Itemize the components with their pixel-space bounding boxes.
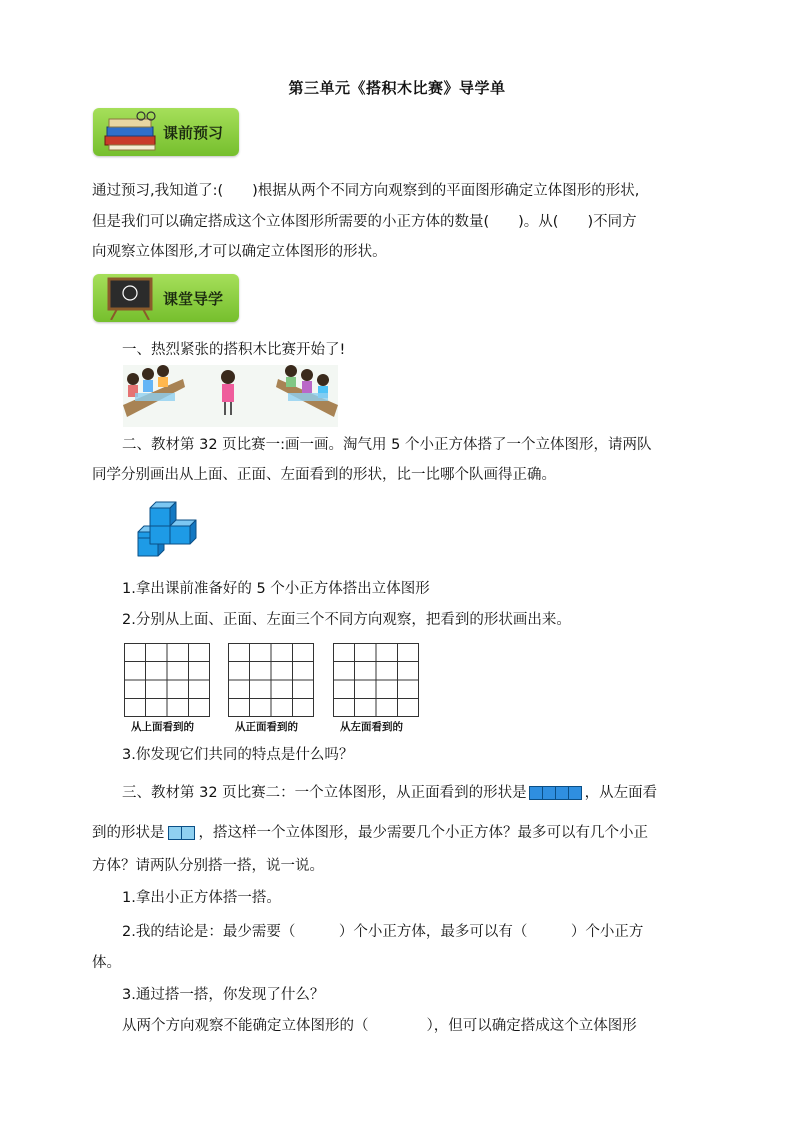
competition-illustration [123, 365, 338, 427]
section3-line-1 [122, 783, 657, 803]
guide-banner [93, 274, 239, 322]
section3-line-1-text-a: 三、教材第 32 页比赛二：一个立体图形，从正面看到的形状是 [122, 785, 527, 801]
books-icon [101, 110, 163, 154]
preview-banner [93, 108, 239, 156]
grid-top-view [124, 643, 210, 717]
section2-step-1: 1.拿出课前准备好的 5 个小正方体搭出立体图形 [122, 581, 430, 597]
cube-figure [136, 500, 206, 558]
preview-line-1: 通过预习,我知道了:( )根据从两个不同方向观察到的平面图形确定立体图形的形状, [92, 183, 640, 199]
caption-top-view: 从上面看到的 [131, 721, 194, 733]
guide-banner-label: 课堂导学 [163, 290, 224, 308]
section2-step-2: 2.分别从上面、正面、左面三个不同方向观察，把看到的形状画出来。 [122, 612, 571, 628]
section3-step-3: 3.通过搭一搭，你发现了什么？ [122, 987, 325, 1003]
caption-front-view: 从正面看到的 [235, 721, 298, 733]
section1-heading: 一、热烈紧张的搭积木比赛开始了! [122, 342, 346, 358]
grid-left-view [333, 643, 419, 717]
preview-line-2: 但是我们可以确定搭成这个立体图形所需要的小正方体的数量( )。从( )不同方 [92, 214, 637, 230]
section3-line-3: 方体？请两队分别搭一搭，说一说。 [92, 858, 324, 874]
section2-step-3: 3.你发现它们共同的特点是什么吗？ [122, 747, 354, 763]
section3-line-2 [92, 823, 648, 843]
section3-step-1: 1.拿出小正方体搭一搭。 [122, 890, 281, 906]
grid-front-view [228, 643, 314, 717]
section3-final: 从两个方向观察不能确定立体图形的（ ），但可以确定搭成这个立体图形 [122, 1018, 637, 1034]
section3-step-2: 2.我的结论是：最少需要（ ）个小正方体，最多可以有（ ）个小正方 [122, 924, 644, 940]
preview-line-3: 向观察立体图形,才可以确定立体图形的形状。 [92, 244, 387, 260]
section3-step-2-cont: 体。 [92, 955, 121, 971]
section2-line-2: 同学分别画出从上面、正面、左面看到的形状，比一比哪个队画得正确。 [92, 467, 556, 483]
caption-left-view: 从左面看到的 [340, 721, 403, 733]
section2-line-1: 二、教材第 32 页比赛一:画一画。淘气用 5 个小正方体搭了一个立体图形，请两队 [122, 437, 652, 453]
front-view-shape [529, 785, 583, 801]
page-title: 第三单元《搭积木比赛》导学单 [288, 79, 506, 97]
section3-line-2-text-a: 到的形状是 [92, 825, 165, 841]
left-view-shape [167, 825, 197, 841]
section3-line-2-text-b: ，搭这样一个立体图形，最少需要几个小正方体？最多可以有几个小正 [198, 825, 648, 841]
preview-banner-label: 课前预习 [163, 124, 224, 142]
section3-line-1-text-b: ，从左面看 [584, 785, 658, 801]
blackboard-icon [101, 276, 163, 320]
